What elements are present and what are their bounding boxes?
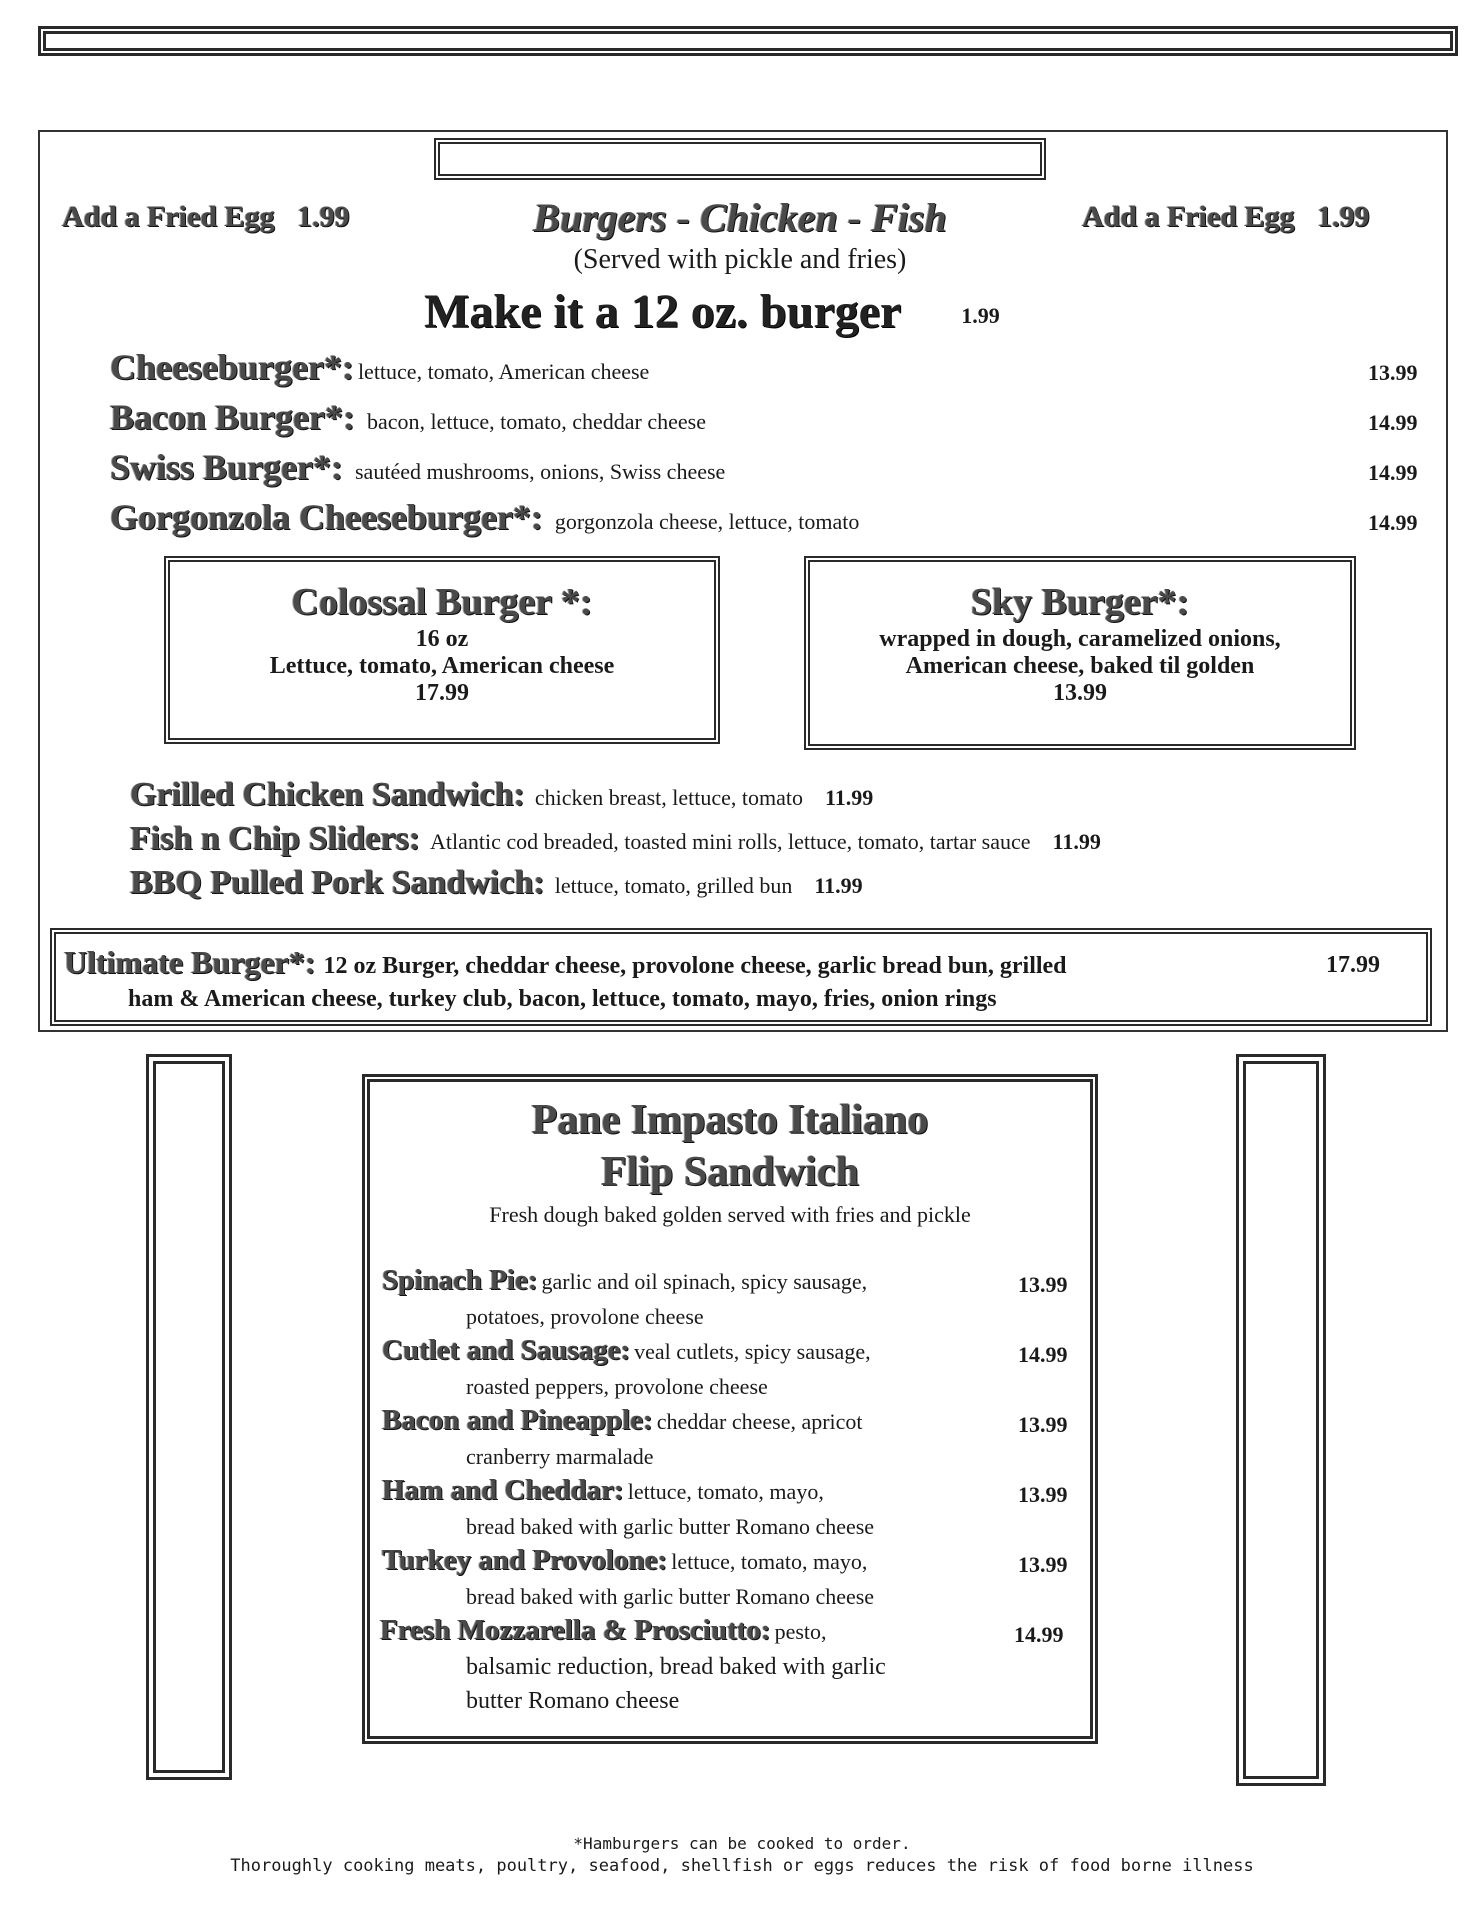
pane-item-price: 13.99 — [1018, 1272, 1068, 1297]
sandwich-item-bbq-pork — [130, 864, 863, 902]
burger-name: Bacon Burger*: — [110, 397, 355, 437]
sandwich-price: 11.99 — [825, 785, 874, 810]
fried-egg-left-label: Add a Fried Egg — [62, 200, 275, 233]
pane-item-desc1: pesto, — [774, 1619, 827, 1644]
colossal-burger-line1: 16 oz — [415, 626, 469, 652]
fried-egg-right-price: 1.99 — [1317, 200, 1370, 233]
pane-item-spinach — [382, 1264, 867, 1297]
pane-item-bacon-pineapple — [382, 1404, 863, 1437]
top-border-bar — [38, 26, 1458, 56]
pane-item-desc1: lettuce, tomato, mayo, — [627, 1479, 824, 1504]
burger-item-swiss — [110, 446, 725, 488]
pane-item-desc1: veal cutlets, spicy sausage, — [634, 1339, 871, 1364]
pane-item-price: 14.99 — [1018, 1342, 1068, 1367]
pane-item-name: Spinach Pie: — [382, 1264, 538, 1296]
pane-item-price: 13.99 — [1018, 1412, 1068, 1437]
pane-item-name: Cutlet and Sausage: — [382, 1334, 631, 1366]
sandwich-name: BBQ Pulled Pork Sandwich: — [130, 864, 545, 901]
footer-note-2: Thoroughly cooking meats, poultry, seafood, shellfish or eggs reduces the risk of food borne illness — [230, 1856, 1254, 1876]
upgrade-label: Make it a 12 oz. burger — [424, 285, 902, 338]
ultimate-burger-name: Ultimate Burger*: — [64, 944, 316, 980]
pane-item-mozzarella-prosciutto — [380, 1614, 827, 1647]
pane-item-price: 13.99 — [1018, 1552, 1068, 1577]
sky-burger-line1: wrapped in dough, caramelized onions, — [879, 626, 1281, 652]
burger-desc: bacon, lettuce, tomato, cheddar cheese — [366, 409, 706, 434]
sandwich-price: 11.99 — [814, 873, 863, 898]
colossal-burger-box — [164, 556, 720, 744]
sandwich-desc: Atlantic cod breaded, toasted mini rolls, lettuce, tomato, tartar sauce — [430, 829, 1031, 854]
burger-desc: gorgonzola cheese, lettuce, tomato — [554, 509, 860, 534]
fried-egg-right-label: Add a Fried Egg — [1082, 200, 1295, 233]
burger-desc: sautéed mushrooms, onions, Swiss cheese — [355, 459, 726, 484]
pane-item-cutlet — [382, 1334, 871, 1367]
burger-price: 14.99 — [1368, 410, 1418, 435]
pane-item-price: 13.99 — [1018, 1482, 1068, 1507]
pane-item-ham-cheddar — [382, 1474, 824, 1507]
fried-egg-left — [62, 200, 350, 234]
burger-name: Swiss Burger*: — [110, 447, 343, 487]
sky-burger-line2: American cheese, baked til golden — [905, 653, 1255, 679]
pane-item-desc1: garlic and oil spinach, spicy sausage, — [541, 1269, 868, 1294]
burger-price: 14.99 — [1368, 510, 1418, 535]
upgrade-price: 1.99 — [961, 303, 1000, 328]
sky-burger-box — [804, 556, 1356, 750]
right-pillar-ornament — [1236, 1054, 1326, 1786]
pane-item-name: Ham and Cheddar: — [382, 1474, 624, 1506]
section-subtitle: (Served with pickle and fries) — [573, 244, 907, 275]
pane-item-price: 14.99 — [1014, 1622, 1064, 1647]
panel-top-ornament — [434, 138, 1046, 180]
burger-name: Gorgonzola Cheeseburger*: — [110, 497, 543, 537]
pane-item-desc2: bread baked with garlic butter Romano cheese — [466, 1514, 875, 1539]
pane-item-turkey-provolone — [382, 1544, 867, 1577]
ultimate-burger-price: 17.99 — [1326, 952, 1380, 978]
sandwich-item-grilled-chicken — [130, 776, 873, 814]
pane-item-desc2: roasted peppers, provolone cheese — [466, 1374, 768, 1399]
ultimate-burger-line1 — [64, 944, 1067, 981]
pane-title-1: Pane Impasto Italiano — [531, 1097, 929, 1143]
upgrade-line — [424, 284, 1000, 339]
burger-item-gorgonzola — [110, 496, 859, 538]
burger-item-cheeseburger — [110, 346, 649, 388]
sandwich-item-fish-sliders — [130, 820, 1101, 858]
burger-price: 14.99 — [1368, 460, 1418, 485]
pane-subtitle: Fresh dough baked golden served with fries and pickle — [489, 1202, 971, 1227]
colossal-burger-price: 17.99 — [415, 680, 469, 706]
sandwich-desc: chicken breast, lettuce, tomato — [534, 785, 804, 810]
sandwich-price: 11.99 — [1052, 829, 1101, 854]
pane-item-desc3: butter Romano cheese — [466, 1688, 680, 1714]
pane-item-desc2: cranberry marmalade — [466, 1444, 654, 1469]
pane-item-name: Fresh Mozzarella & Prosciutto: — [380, 1614, 771, 1646]
burger-item-bacon — [110, 396, 706, 438]
burger-name: Cheeseburger*: — [110, 347, 354, 387]
pane-item-desc2: bread baked with garlic butter Romano cheese — [466, 1584, 875, 1609]
left-pillar-ornament — [146, 1054, 232, 1780]
sandwich-name: Fish n Chip Sliders: — [130, 820, 421, 857]
pane-item-desc1: cheddar cheese, apricot — [656, 1409, 863, 1434]
pane-item-name: Bacon and Pineapple: — [382, 1404, 653, 1436]
burger-price: 13.99 — [1368, 360, 1418, 385]
section-title: Burgers - Chicken - Fish — [533, 195, 947, 240]
ultimate-burger-desc1: 12 oz Burger, cheddar cheese, provolone cheese, garlic bread bun, grilled — [323, 953, 1067, 979]
burger-desc: lettuce, tomato, American cheese — [357, 359, 650, 384]
colossal-burger-line2: Lettuce, tomato, American cheese — [269, 653, 615, 679]
ultimate-burger-desc2: ham & American cheese, turkey club, bacon, lettuce, tomato, mayo, fries, onion rings — [128, 986, 997, 1012]
pane-item-desc2: balsamic reduction, bread baked with garlic — [466, 1654, 886, 1680]
pane-item-desc2: potatoes, provolone cheese — [466, 1304, 704, 1329]
pane-item-desc1: lettuce, tomato, mayo, — [671, 1549, 868, 1574]
sky-burger-price: 13.99 — [1053, 680, 1107, 706]
fried-egg-right — [1082, 200, 1370, 234]
sky-burger-name: Sky Burger*: — [970, 581, 1190, 623]
sandwich-name: Grilled Chicken Sandwich: — [130, 776, 525, 813]
sandwich-desc: lettuce, tomato, grilled bun — [554, 873, 793, 898]
footer-note-1: *Hamburgers can be cooked to order. — [573, 1834, 911, 1853]
colossal-burger-name: Colossal Burger *: — [291, 581, 593, 623]
fried-egg-left-price: 1.99 — [297, 200, 350, 233]
pane-item-name: Turkey and Provolone: — [382, 1544, 668, 1576]
pane-title-2: Flip Sandwich — [601, 1149, 859, 1195]
